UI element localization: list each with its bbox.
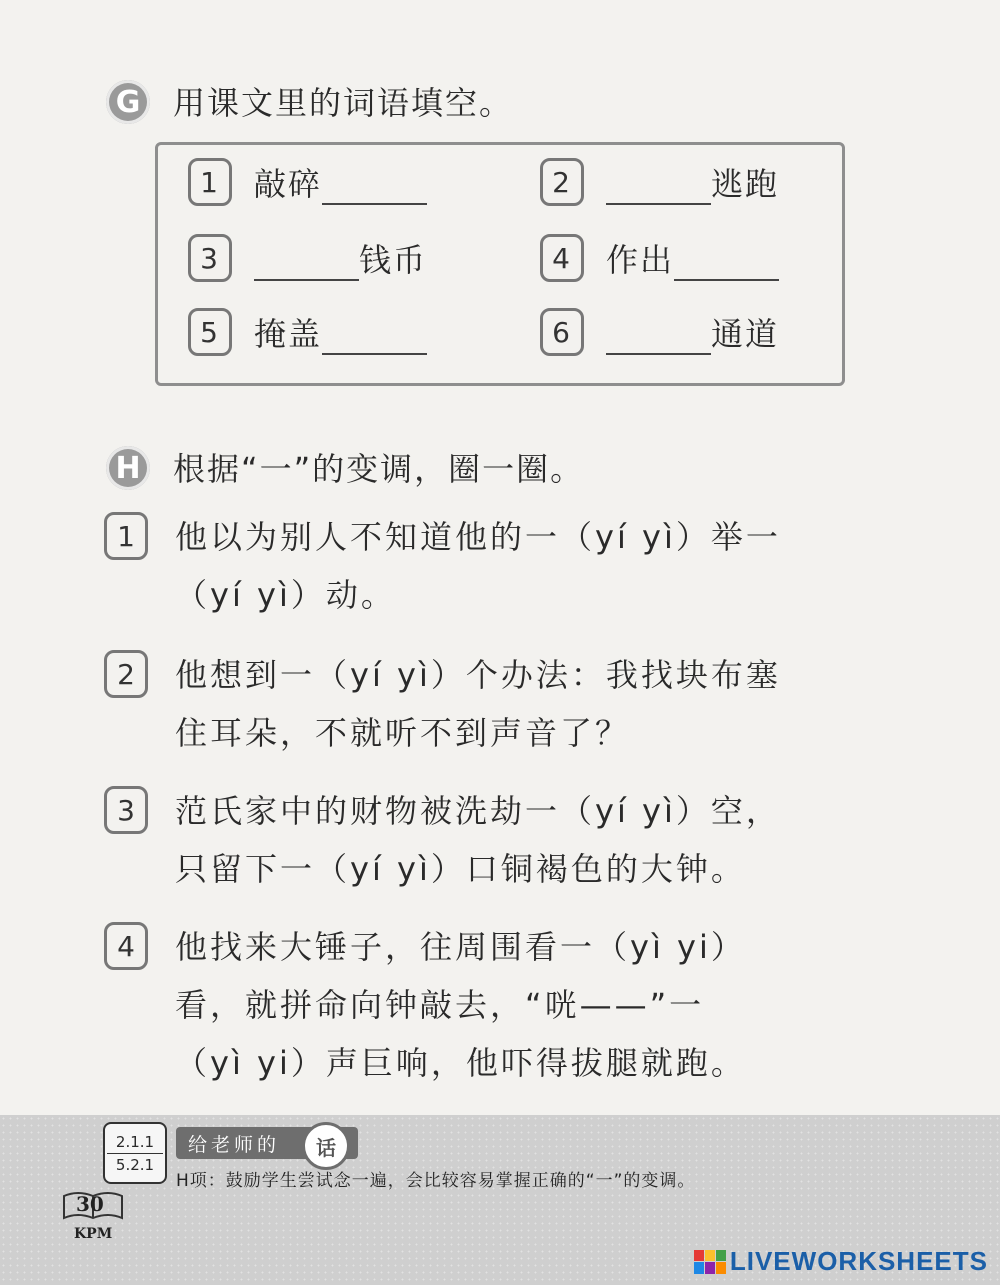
g-item-word: 掩盖 [254,315,323,353]
g-answer-blank[interactable] [322,169,427,205]
g-item-word: 敲碎 [254,165,323,203]
g-answer-blank[interactable] [674,245,779,281]
g-answer-blank[interactable] [606,169,711,205]
h-question-2-line-2: 住耳朵，不就听不到声音了？ [175,714,631,752]
h-question-number: 1 [104,512,148,560]
g-item-word: 通道 [711,315,780,353]
g-item-number: 5 [188,308,232,356]
h-question-3-line-1[interactable]: 范氏家中的财物被洗劫一（yí yì）空， [175,792,781,830]
g-item-number: 4 [540,234,584,282]
curriculum-code-box [103,1122,167,1184]
g-item-word: 作出 [606,241,675,279]
g-item-2 [540,158,779,206]
g-item-3 [188,234,427,282]
teacher-note-tag: 给老师的 [176,1127,358,1159]
g-item-word: 逃跑 [711,165,780,203]
page-number: 30 [76,1192,104,1216]
h-question-1-line-1[interactable]: 他以为别人不知道他的一（yí yì）举一 [175,518,781,556]
h-question-4-line-3[interactable]: （yì yi）声巨响，他吓得拔腿就跑。 [175,1044,746,1082]
h-question-1-line-2[interactable]: （yí yì）动。 [175,576,396,614]
h-question-2-line-1[interactable]: 他想到一（yí yì）个办法：我找块布塞 [175,656,781,694]
g-item-number: 6 [540,308,584,356]
liveworksheets-logo-icon [694,1250,726,1274]
h-question-4-line-1[interactable]: 他找来大锤子，往周围看一（yì yi） [175,928,746,966]
g-item-6 [540,308,779,356]
g-item-4 [540,234,779,282]
g-item-5 [188,308,427,356]
h-question-number: 2 [104,650,148,698]
h-question-3-line-2[interactable]: 只留下一（yí yì）口铜褐色的大钟。 [175,850,746,888]
liveworksheets-watermark [694,1246,988,1277]
h-question-number: 4 [104,922,148,970]
g-answer-blank[interactable] [322,319,427,355]
publisher-label: KPM [74,1226,113,1242]
liveworksheets-text: LIVEWORKSHEETS [729,1246,988,1276]
teacher-note-circle: 话 [302,1122,350,1170]
g-item-1 [188,158,427,206]
g-answer-blank[interactable] [254,245,359,281]
teacher-note-text: H项：鼓励学生尝试念一遍，会比较容易掌握正确的“一”的变调。 [176,1171,696,1191]
g-item-number: 1 [188,158,232,206]
g-item-word: 钱币 [359,241,428,279]
curriculum-code-top: 2.1.1 [115,1132,155,1151]
g-item-number: 3 [188,234,232,282]
h-question-number: 3 [104,786,148,834]
section-g-badge: G [106,80,150,124]
section-h-badge: H [106,446,150,490]
section-g-title: 用课文里的词语填空。 [173,84,514,122]
section-h-title: 根据“一”的变调，圈一圈。 [173,450,585,488]
curriculum-code-bottom: 5.2.1 [115,1155,155,1174]
g-item-number: 2 [540,158,584,206]
h-question-4-line-2: 看，就拼命向钟敲去，“咣——”一 [175,986,705,1024]
g-answer-blank[interactable] [606,319,711,355]
